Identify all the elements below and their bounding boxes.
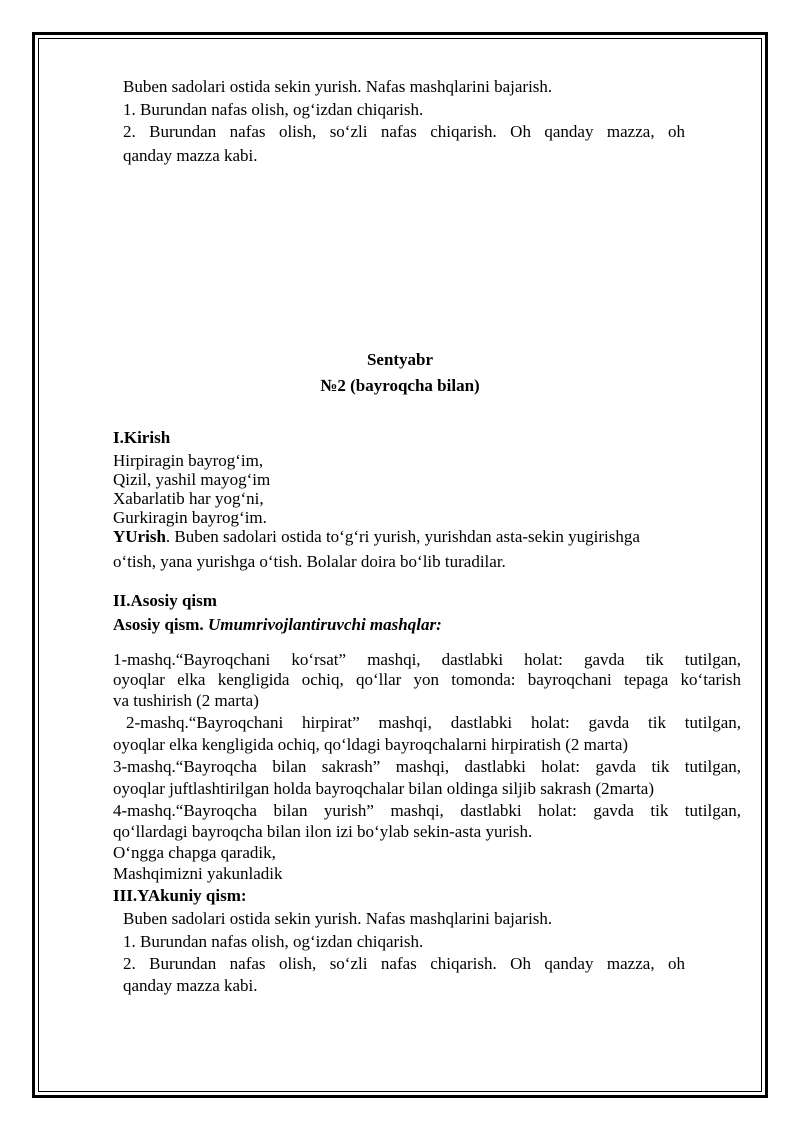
exercise-line-7: oyoqlar juftlashtirilgan holda bayroqchalar bilan oldinga siljib sakrash (2marta) (113, 779, 655, 798)
yakuniy-line-3: 2. Burundan nafas olish, so‘zli nafas chiqarish. Oh qanday mazza, oh (123, 954, 685, 973)
yurish-line-1 (113, 527, 640, 547)
top-line-1: Buben sadolari ostida sekin yurish. Nafas mashqlarini bajarish. (123, 77, 553, 96)
asosiy-sub-label: Asosiy qism. (113, 615, 204, 634)
top-line-4: qanday mazza kabi. (123, 146, 258, 165)
exercise-line-8: 4-mashq.“Bayroqcha bilan yurish” mashqi, dastlabki holat: gavda tik tutilgan, (113, 801, 741, 820)
exercise-line-6: 3-mashq.“Bayroqcha bilan sakrash” mashqi, dastlabki holat: gavda tik tutilgan, (113, 757, 741, 776)
yakuniy-line-4: qanday mazza kabi. (123, 976, 258, 995)
poem-line-4: Gurkiragin bayrog‘im. (113, 508, 267, 527)
exercise-line-10: O‘ngga chapga qaradik, (113, 843, 276, 862)
asosiy-subheading (113, 615, 442, 635)
yurish-text-1: . Buben sadolari ostida to‘g‘ri yurish, yurishdan asta-sekin yugirishga (165, 527, 640, 546)
exercise-line-1: 1-mashq.“Bayroqchani ko‘rsat” mashqi, dastlabki holat: gavda tik tutilgan, (113, 650, 741, 669)
exercise-line-2: oyoqlar elka kengligida ochiq, qo‘llar yon tomonda: bayroqchani tepaga ko‘tarish (113, 670, 741, 689)
top-line-2: 1. Burundan nafas olish, og‘izdan chiqarish. (123, 100, 424, 119)
lesson-subtitle: №2 (bayroqcha bilan) (320, 376, 480, 395)
month-heading: Sentyabr (366, 350, 434, 369)
yakuniy-line-1: Buben sadolari ostida sekin yurish. Nafas mashqlarini bajarish. (123, 909, 553, 928)
poem-line-2: Qizil, yashil mayog‘im (113, 470, 271, 489)
yakuniy-line-2: 1. Burundan nafas olish, og‘izdan chiqarish. (123, 932, 424, 951)
yakuniy-title: III.YAkuniy qism: (113, 886, 247, 905)
exercise-line-4: 2-mashq.“Bayroqchani hirpirat” mashqi, dastlabki holat: gavda tik tutilgan, (126, 713, 741, 732)
top-line-3: 2. Burundan nafas olish, so‘zli nafas chiqarish. Oh qanday mazza, oh (123, 122, 685, 141)
exercise-line-9: qo‘llardagi bayroqcha bilan ilon izi bo‘ylab sekin-asta yurish. (113, 822, 533, 841)
exercise-line-5: oyoqlar elka kengligida ochiq, qo‘ldagi bayroqchalarni hirpiratish (2 marta) (113, 735, 629, 754)
yurish-line-2: o‘tish, yana yurishga o‘tish. Bolalar doira bo‘lib turadilar. (113, 552, 506, 571)
poem-line-1: Hirpiragin bayrog‘im, (113, 451, 264, 470)
exercise-line-11: Mashqimizni yakunladik (113, 864, 283, 883)
asosiy-title: II.Asosiy qism (113, 591, 217, 610)
kirish-title: I.Kirish (113, 428, 171, 447)
asosiy-sub-italic: Umumrivojlantiruvchi mashqlar: (207, 615, 442, 634)
poem-line-3: Xabarlatib har yog‘ni, (113, 489, 264, 508)
yurish-label: YUrish (113, 527, 166, 546)
exercise-line-3: va tushirish (2 marta) (113, 691, 259, 710)
